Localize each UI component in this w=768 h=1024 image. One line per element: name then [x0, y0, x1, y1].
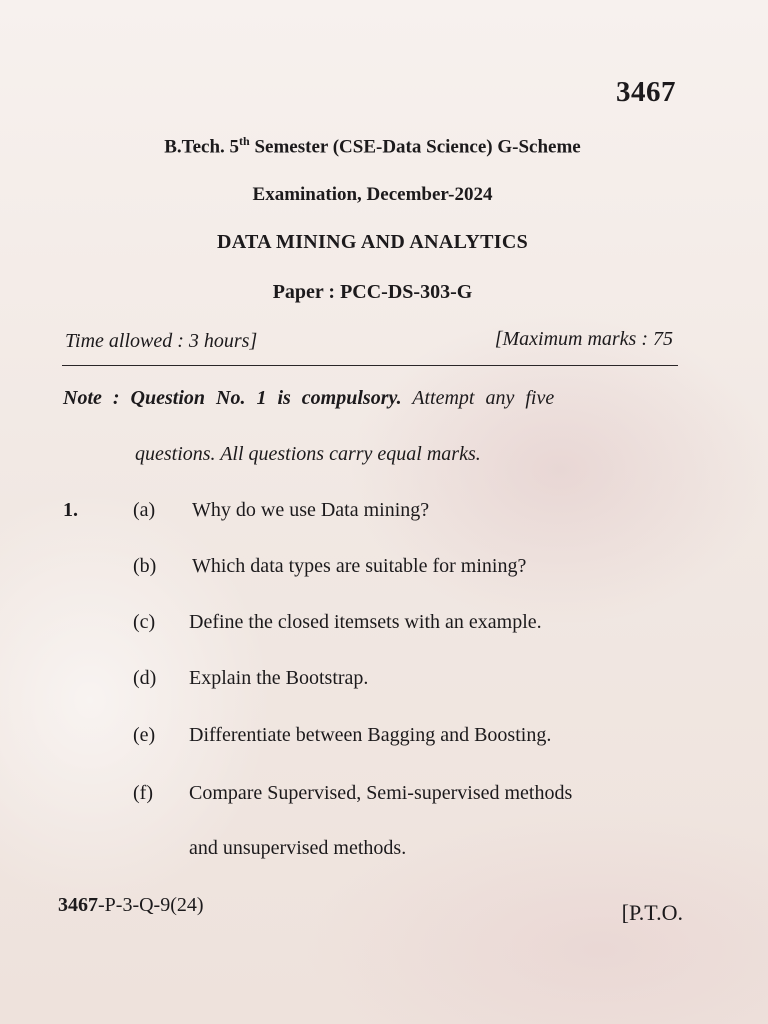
part-e-text: Differentiate between Bagging and Boosting.	[189, 724, 552, 746]
note-line-2: questions. All questions carry equal marks.	[135, 443, 481, 465]
footer-code-rest: -P-3-Q-9(24)	[98, 894, 204, 916]
exam-title: Examination, December-2024	[252, 184, 493, 205]
note-label: Note :	[63, 387, 120, 409]
paper-code-line: Paper : PCC-DS-303-G	[272, 281, 473, 303]
note-compulsory: Question No. 1 is compulsory.	[130, 387, 402, 409]
part-f-text-continued: and unsupervised methods.	[189, 837, 407, 859]
part-d-text: Explain the Bootstrap.	[189, 667, 369, 689]
part-e-letter: (e)	[133, 724, 156, 746]
part-a-letter: (a)	[133, 499, 156, 521]
part-f-text: Compare Supervised, Semi-supervised methods	[189, 782, 573, 804]
part-d-letter: (d)	[133, 667, 157, 689]
course-suffix: Semester (CSE-Data Science) G-Scheme	[249, 136, 581, 158]
course-line	[0, 134, 745, 158]
note-line-1	[63, 387, 554, 410]
part-c-letter: (c)	[133, 611, 156, 633]
part-f-letter: (f)	[133, 782, 153, 804]
subject-title: DATA MINING AND ANALYTICS	[216, 231, 529, 253]
note-attempt: Attempt any five	[412, 387, 555, 409]
part-b-letter: (b)	[133, 555, 157, 577]
question-number: 1.	[63, 499, 78, 521]
footer-paper-code	[58, 894, 204, 917]
part-c-text: Define the closed itemsets with an example.	[189, 611, 542, 633]
please-turn-over: [P.T.O.	[621, 900, 683, 925]
paper-code: 3467	[616, 76, 676, 108]
time-allowed: Time allowed : 3 hours]	[65, 330, 258, 352]
course-prefix: B.Tech. 5	[164, 136, 240, 158]
part-a-text: Why do we use Data mining?	[192, 499, 430, 521]
maximum-marks: [Maximum marks : 75	[494, 328, 673, 350]
footer-code-bold: 3467	[58, 894, 98, 916]
header-divider	[62, 365, 678, 366]
part-b-text: Which data types are suitable for mining?	[192, 555, 527, 577]
course-superscript: th	[239, 134, 250, 148]
